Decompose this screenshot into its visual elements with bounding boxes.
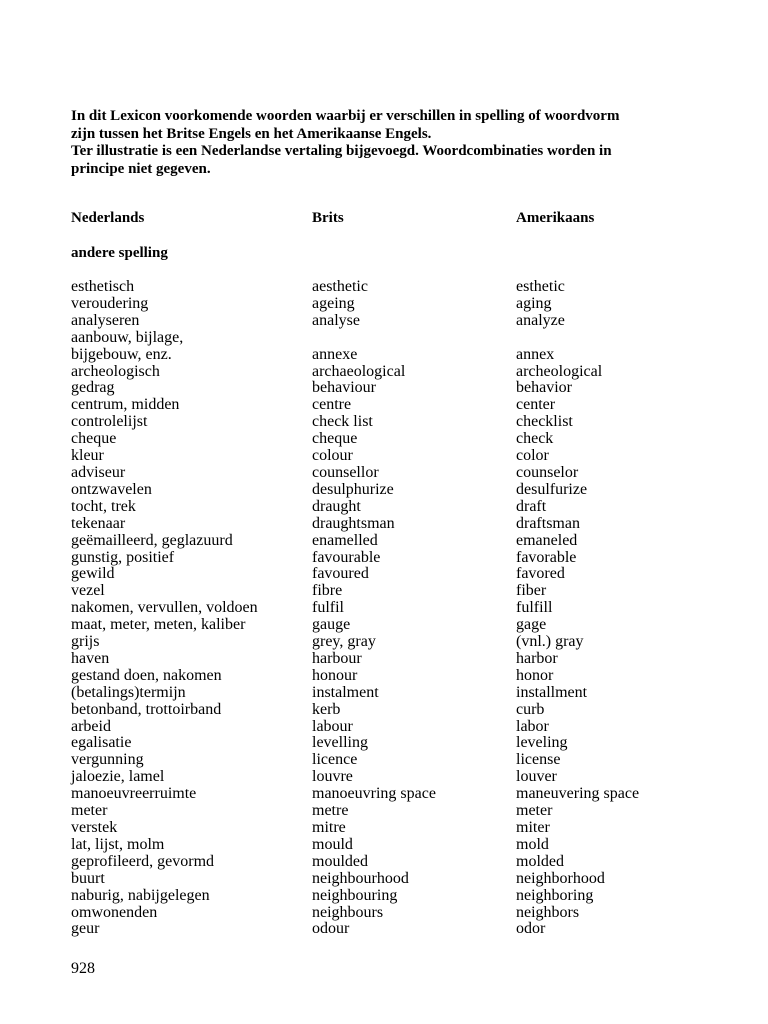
header-brits: Brits xyxy=(312,210,344,226)
table-row xyxy=(0,668,768,685)
american-term: center xyxy=(516,396,556,414)
table-row xyxy=(0,921,768,938)
british-term: draught xyxy=(312,497,361,515)
british-term: aesthetic xyxy=(312,278,368,295)
table-row xyxy=(0,786,768,803)
dutch-term: grijs xyxy=(71,633,100,651)
dutch-term: esthetisch xyxy=(71,278,135,295)
british-term: cheque xyxy=(312,430,358,448)
dutch-term: geëmailleerd, geglazuurd xyxy=(71,531,233,549)
american-term: curb xyxy=(516,700,545,718)
american-term: emaneled xyxy=(516,531,578,549)
british-term: metre xyxy=(312,802,349,820)
british-term: ageing xyxy=(312,294,355,312)
dutch-term: gedrag xyxy=(71,379,115,397)
dutch-term: bijgebouw, enz. xyxy=(71,345,172,363)
american-term: neighboring xyxy=(516,886,594,904)
dutch-term: manoeuvreerruimte xyxy=(71,785,197,803)
table-row xyxy=(0,330,768,347)
table-row xyxy=(0,465,768,482)
american-term: (vnl.) gray xyxy=(516,633,584,651)
american-term: favored xyxy=(516,565,565,583)
american-term: fiber xyxy=(516,582,547,600)
header-amerikaans: Amerikaans xyxy=(516,210,595,226)
dutch-term: aanbouw, bijlage, xyxy=(71,328,184,346)
intro-line: Ter illustratie is een Nederlandse vertaling bijgevoegd. Woordcombinaties worden in xyxy=(71,143,612,159)
american-term: installment xyxy=(516,683,588,701)
american-term: aging xyxy=(516,294,552,312)
dutch-term: tekenaar xyxy=(71,514,126,532)
table-row xyxy=(0,482,768,499)
dutch-term: lat, lijst, molm xyxy=(71,835,165,853)
british-term: levelling xyxy=(312,734,368,752)
dutch-term: naburig, nabijgelegen xyxy=(71,886,210,904)
british-term: draughtsman xyxy=(312,514,395,532)
table-row xyxy=(0,600,768,617)
table-row xyxy=(0,820,768,837)
american-term: leveling xyxy=(516,734,568,752)
american-term: color xyxy=(516,447,549,465)
british-term: moulded xyxy=(312,852,368,870)
table-row xyxy=(0,735,768,752)
british-term: fibre xyxy=(312,582,343,600)
british-term: colour xyxy=(312,447,353,465)
table-row xyxy=(0,651,768,668)
dutch-term: ontzwavelen xyxy=(71,480,152,498)
dutch-term: geur xyxy=(71,920,100,938)
british-term: manoeuvring space xyxy=(312,785,436,803)
american-term: honor xyxy=(516,666,554,684)
dutch-term: gunstig, positief xyxy=(71,548,175,566)
table-row xyxy=(0,533,768,550)
british-term: gauge xyxy=(312,616,351,634)
table-row xyxy=(0,752,768,769)
british-term: grey, gray xyxy=(312,633,376,651)
table-row xyxy=(0,313,768,330)
dutch-term: archeologisch xyxy=(71,362,160,380)
table-row xyxy=(0,397,768,414)
british-term: enamelled xyxy=(312,531,378,549)
table-row xyxy=(0,871,768,888)
american-term: license xyxy=(516,751,561,769)
table-row xyxy=(0,296,768,313)
table-row xyxy=(0,617,768,634)
table-row xyxy=(0,837,768,854)
intro-line: principe niet gegeven. xyxy=(71,160,211,177)
american-term: mold xyxy=(516,835,549,853)
american-term: counselor xyxy=(516,463,579,481)
american-term: maneuvering space xyxy=(516,785,640,803)
dutch-term: maat, meter, meten, kaliber xyxy=(71,616,246,634)
table-row xyxy=(0,414,768,431)
american-term: annex xyxy=(516,345,555,363)
dutch-term: gestand doen, nakomen xyxy=(71,666,222,684)
american-term: check xyxy=(516,430,554,448)
table-row xyxy=(0,550,768,567)
american-term: labor xyxy=(516,717,549,735)
british-term: annexe xyxy=(312,345,358,363)
page-number: 928 xyxy=(71,960,95,977)
american-term: draftsman xyxy=(516,514,580,532)
british-term: louvre xyxy=(312,768,353,786)
table-row xyxy=(0,888,768,905)
american-term: miter xyxy=(516,819,550,836)
american-term: checklist xyxy=(516,413,573,431)
british-term: analyse xyxy=(312,311,360,329)
british-term: odour xyxy=(312,920,350,938)
american-term: esthetic xyxy=(516,278,565,295)
table-row xyxy=(0,634,768,651)
dutch-term: egalisatie xyxy=(71,734,132,752)
table-row xyxy=(0,583,768,600)
british-term: archaeological xyxy=(312,362,406,380)
intro-line: In dit Lexicon voorkomende woorden waarbij er verschillen in spelling of woordvorm xyxy=(71,108,620,124)
american-term: desulfurize xyxy=(516,480,588,498)
british-term: counsellor xyxy=(312,463,379,481)
header-nederlands: Nederlands xyxy=(71,210,145,226)
british-term: mould xyxy=(312,835,353,853)
british-term: check list xyxy=(312,413,373,431)
dutch-term: meter xyxy=(71,802,108,820)
table-row xyxy=(0,702,768,719)
section-title: andere spelling xyxy=(71,245,168,261)
british-term: licence xyxy=(312,751,358,769)
table-row xyxy=(0,685,768,702)
american-term: analyze xyxy=(516,311,565,329)
table-row xyxy=(0,364,768,381)
british-term: desulphurize xyxy=(312,480,394,498)
table-row xyxy=(0,769,768,786)
table-row xyxy=(0,279,768,296)
table-row xyxy=(0,347,768,364)
column-headers xyxy=(0,210,768,230)
american-term: neighborhood xyxy=(516,869,605,887)
dutch-term: haven xyxy=(71,649,110,667)
american-term: neighbors xyxy=(516,903,580,921)
dutch-term: vezel xyxy=(71,582,105,600)
british-term: mitre xyxy=(312,819,346,836)
word-table xyxy=(0,279,768,938)
dutch-term: centrum, midden xyxy=(71,396,180,414)
british-term: centre xyxy=(312,396,352,414)
british-term: fulfil xyxy=(312,599,344,617)
dutch-term: nakomen, vervullen, voldoen xyxy=(71,599,258,617)
british-term: labour xyxy=(312,717,353,735)
dutch-term: vergunning xyxy=(71,751,144,769)
dutch-term: arbeid xyxy=(71,717,111,735)
table-row xyxy=(0,803,768,820)
dutch-term: buurt xyxy=(71,869,105,887)
dutch-term: tocht, trek xyxy=(71,497,136,515)
british-term: favoured xyxy=(312,565,369,583)
american-term: molded xyxy=(516,852,564,870)
british-term: behaviour xyxy=(312,379,376,397)
dutch-term: omwonenden xyxy=(71,903,158,921)
british-term: harbour xyxy=(312,649,362,667)
dutch-term: controlelijst xyxy=(71,413,148,431)
american-term: odor xyxy=(516,920,546,938)
dutch-term: betonband, trottoirband xyxy=(71,700,222,718)
american-term: favorable xyxy=(516,548,577,566)
british-term: instalment xyxy=(312,683,379,701)
dutch-term: cheque xyxy=(71,430,117,448)
dutch-term: jaloezie, lamel xyxy=(71,768,165,786)
american-term: behavior xyxy=(516,379,572,397)
table-row xyxy=(0,719,768,736)
dutch-term: kleur xyxy=(71,447,104,465)
american-term: gage xyxy=(516,616,547,634)
dutch-term: geprofileerd, gevormd xyxy=(71,852,215,870)
british-term: neighbourhood xyxy=(312,869,409,887)
table-row xyxy=(0,854,768,871)
british-term: neighbours xyxy=(312,903,384,921)
british-term: honour xyxy=(312,666,358,684)
intro-line: zijn tussen het Britse Engels en het Amerikaanse Engels. xyxy=(71,125,432,142)
american-term: louver xyxy=(516,768,557,786)
table-row xyxy=(0,431,768,448)
dutch-term: (betalings)termijn xyxy=(71,683,186,701)
table-row xyxy=(0,566,768,583)
dutch-term: verstek xyxy=(71,819,118,836)
dutch-term: adviseur xyxy=(71,463,126,481)
table-row xyxy=(0,499,768,516)
american-term: archeological xyxy=(516,362,603,380)
table-row xyxy=(0,448,768,465)
table-row xyxy=(0,380,768,397)
british-term: kerb xyxy=(312,700,341,718)
dutch-term: analyseren xyxy=(71,311,140,329)
intro-paragraph xyxy=(71,108,721,178)
american-term: harbor xyxy=(516,649,558,667)
dutch-term: veroudering xyxy=(71,294,149,312)
american-term: fulfill xyxy=(516,599,553,617)
table-row xyxy=(0,905,768,922)
table-row xyxy=(0,516,768,533)
american-term: draft xyxy=(516,497,547,515)
british-term: favourable xyxy=(312,548,381,566)
british-term: neighbouring xyxy=(312,886,398,904)
dutch-term: gewild xyxy=(71,565,115,583)
american-term: meter xyxy=(516,802,553,820)
